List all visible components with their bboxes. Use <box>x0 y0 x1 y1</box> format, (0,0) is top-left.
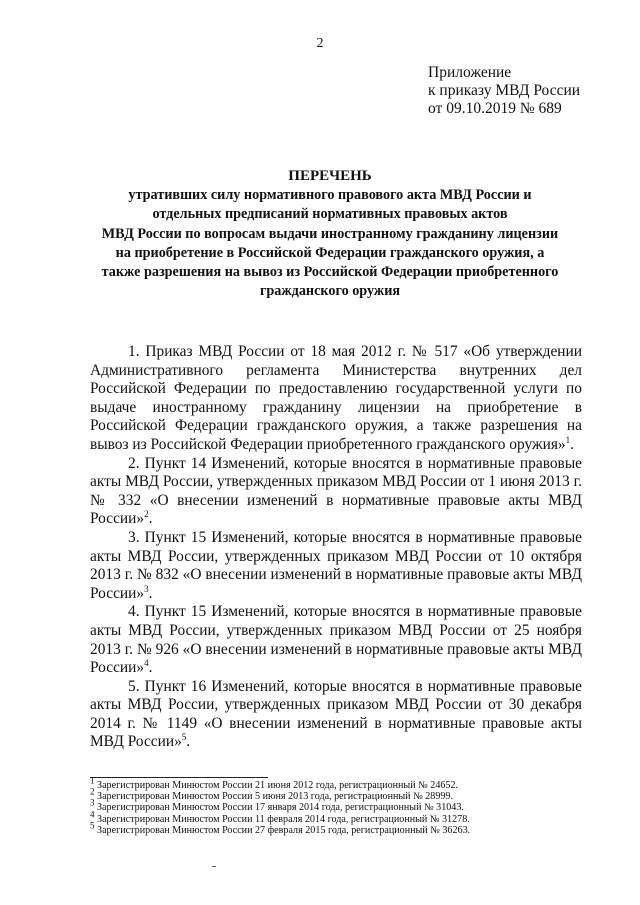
list-item <box>90 529 582 603</box>
footnote-text: Зарегистрирован Минюстом России 27 февраля 2015 года, регистрационный № 36263. <box>94 824 471 836</box>
list-item-text: 1. Приказ МВД России от 18 мая 2012 г. № 517 «Об утверждении Административного регламента Министерства внутренних дел Российской Федерации по предоставлению государственной услуги по выдаче иностранному гражданину лицензии на приобретение в Российской Федерации гражданского оружия, а также разрешения на вывоз из Российской Федерации приобретенного гражданского оружия» <box>90 343 582 453</box>
list-item <box>90 455 582 529</box>
list-item <box>90 603 582 677</box>
heading-line: также разрешения на вывоз из Российской Федерации приобретенного <box>101 264 559 281</box>
footnote-text: Зарегистрирован Минюстом России 21 июня 2012 года, регистрационный № 24652. <box>94 780 459 791</box>
list-item-text: 5. Пункт 16 Изменений, которые вносятся в нормативные правовые акты МВД России, утвержденных приказом МВД России от 30 декабря 2014 г. № 1149 «О внесении изменений в нормативные правовые акты МВД России» <box>90 677 582 751</box>
list-body <box>90 343 582 752</box>
heading-line: утративших силу нормативного правового акта МВД России и <box>128 187 532 204</box>
list-item-end: . <box>148 584 153 602</box>
footnote <box>90 775 590 791</box>
appendix-label: Приложение <box>428 64 512 81</box>
footnote-text: Зарегистрирован Минюстом России 17 января 2014 года, регистрационный № 31043. <box>94 802 464 814</box>
document-title: ПЕРЕЧЕНЬ <box>288 168 372 184</box>
heading-line: гражданского оружия <box>259 283 401 300</box>
footnote-ref: 4 <box>144 657 149 668</box>
footnotes <box>90 775 590 836</box>
scan-mark <box>212 866 216 867</box>
footnote-ref: 2 <box>144 509 149 520</box>
footnote-number: 5 <box>90 820 95 831</box>
list-item-end: . <box>186 733 191 751</box>
footnote-text: Зарегистрирован Минюстом России 11 февраля 2014 года, регистрационный № 31278. <box>94 813 470 825</box>
footnote-ref: 1 <box>565 434 571 445</box>
footnote-divider <box>90 777 268 778</box>
footnote-number: 2 <box>90 786 95 797</box>
heading-line: отдельных предписаний нормативных правовых актов <box>152 206 508 223</box>
list-item <box>90 343 582 455</box>
list-item-text: 3. Пункт 15 Изменений, которые вносятся в нормативные правовые акты МВД России, утвержденных приказом МВД России от 10 октября 2013 г. № 832 «О внесении изменений в нормативные правовые акты МВД России» <box>90 528 582 602</box>
footnote-ref: 5 <box>181 732 187 743</box>
footnote-text: Зарегистрирован Минюстом России 5 июня 2013 года, регистрационный № 28999. <box>94 791 453 803</box>
list-item-end: . <box>570 435 574 453</box>
footnote <box>90 820 590 836</box>
page-number: 2 <box>316 36 324 51</box>
heading-line: на приобретение в Российской Федерации гражданского оружия, а <box>115 244 545 261</box>
document-heading <box>80 167 580 301</box>
footnote <box>90 798 590 814</box>
appendix-order-date: от 09.10.2019 № 689 <box>428 100 562 117</box>
heading-line: МВД России по вопросам выдачи иностранному гражданину лицензии <box>101 225 559 242</box>
footnote <box>90 786 590 803</box>
appendix-order-ref: к приказу МВД России <box>428 82 581 99</box>
list-item-text: 2. Пункт 14 Изменений, которые вносятся в нормативные правовые акты МВД России, утвержденных приказом МВД России от 1 июня 2013 г. № 332 «О внесении изменений в нормативные правовые акты МВД России» <box>90 454 582 528</box>
list-item-end: . <box>148 659 153 677</box>
list-item <box>90 678 582 752</box>
footnote-number: 4 <box>90 809 95 820</box>
appendix-block <box>428 64 628 118</box>
footnote-ref: 3 <box>144 583 149 594</box>
list-item-end: . <box>148 510 153 528</box>
footnote <box>90 809 590 825</box>
footnote-number: 3 <box>90 798 95 809</box>
list-item-text: 4. Пункт 15 Изменений, которые вносятся в нормативные правовые акты МВД России, утвержденных приказом МВД России от 25 ноября 2013 г. № 926 «О внесении изменений в нормативные правовые акты МВД России» <box>90 603 582 677</box>
footnote-number: 1 <box>90 775 95 786</box>
